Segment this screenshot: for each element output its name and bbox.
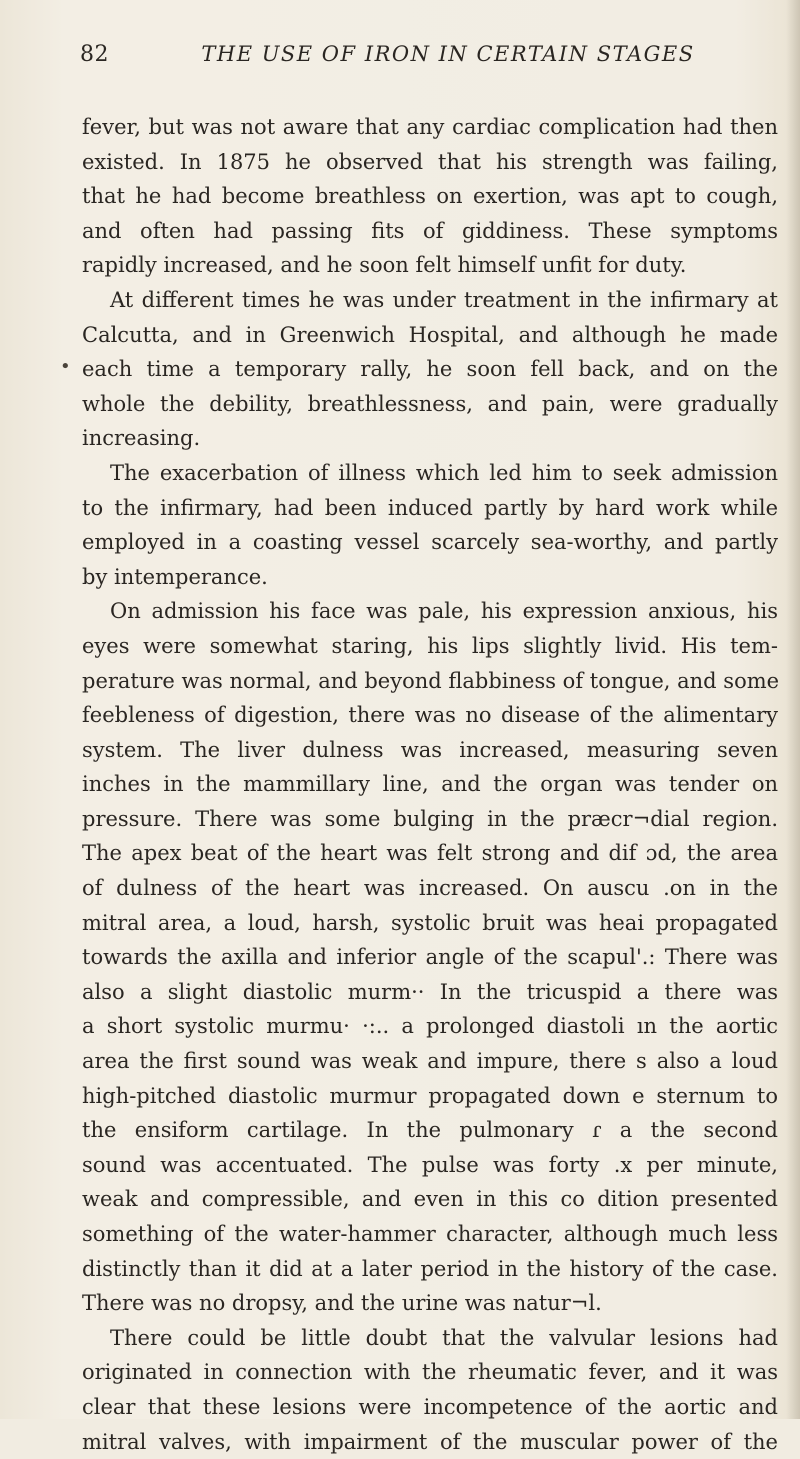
body-text — [82, 110, 778, 1459]
text-line: The exacerbation of illness which led him to seek admission — [110, 460, 778, 485]
running-title: THE USE OF IRON IN CERTAIN STAGES — [201, 42, 695, 66]
text-line: existed. In 1875 he observed that his strength was failing, — [82, 149, 778, 174]
text-line: a short systolic murmu· ·:.. a prolonged diastoli ın the aortic — [82, 1014, 778, 1039]
text-line: employed in a coasting vessel scarcely sea-worthy, and partly — [82, 530, 778, 555]
text-line: There was no dropsy, and the urine was natur¬l. — [82, 1291, 602, 1316]
text-line: mitral area, a loud, harsh, systolic bruit was heai propagated — [82, 910, 778, 935]
text-line: and often had passing fits of giddiness. These symptoms — [82, 218, 778, 243]
text-line: area the first sound was weak and impure, there s also a loud — [82, 1049, 778, 1074]
text-line: whole the debility, breathlessness, and pain, were gradually — [82, 391, 778, 416]
text-line: high-pitched diastolic murmur propagated down e sternum to — [82, 1083, 778, 1108]
text-line: rapidly increased, and he soon felt himself unfit for duty. — [82, 253, 687, 278]
text-line: increasing. — [82, 426, 201, 451]
text-line: also a slight diastolic murm·· In the tricuspid a there was — [82, 979, 778, 1004]
page-number: 82 — [80, 42, 109, 67]
text-line: something of the water-hammer character, although much less — [82, 1222, 778, 1246]
text-line: eyes were somewhat staring, his lips slightly livid. His tem- — [82, 633, 778, 658]
text-line: feebleness of digestion, there was no disease of the alimentary — [82, 703, 778, 728]
text-line: to the infirmary, had been induced partly by hard work while — [82, 495, 778, 520]
text-line: each time a temporary rally, he soon fell back, and on the — [82, 357, 778, 382]
text-line: The apex beat of the heart was felt strong and dif ɔd, the area — [82, 841, 778, 866]
text-line: weak and compressible, and even in this co dition presented — [82, 1187, 778, 1212]
text-line: Calcutta, and in Greenwich Hospital, and although he made — [82, 322, 778, 347]
page-edge-shadow — [786, 0, 800, 1419]
text-line: inches in the mammillary line, and the organ was tender on — [82, 772, 778, 797]
text-line: distinctly than it did at a later period in the history of the case. — [82, 1256, 778, 1281]
text-line: by intemperance. — [82, 564, 268, 589]
text-line: that he had become breathless on exertion, was apt to cough, — [82, 184, 778, 209]
text-line: of dulness of the heart was increased. On auscu .on in the — [82, 876, 778, 901]
text-line: originated in connection with the rheumatic fever, and it was — [82, 1360, 778, 1385]
margin-mark: • — [60, 356, 71, 377]
text-line: pressure. There was some bulging in the præcr¬dial region. — [82, 806, 778, 831]
page-header — [80, 42, 776, 72]
text-line: mitral valves, with impairment of the muscular power of the — [82, 1429, 778, 1454]
text-line: clear that these lesions were incompetence of the aortic and — [82, 1394, 778, 1419]
text-line: There could be little doubt that the valvular lesions had — [110, 1325, 778, 1350]
text-line: towards the axilla and inferior angle of the scapul'.: There was — [82, 945, 778, 970]
text-line: On admission his face was pale, his expression anxious, his — [110, 599, 778, 624]
text-line: At different times he was under treatment in the infirmary at — [110, 287, 778, 312]
text-line: the ensiform cartilage. In the pulmonary ɾ a the second — [82, 1118, 778, 1143]
text-line: system. The liver dulness was increased, measuring seven — [82, 737, 778, 762]
text-line: fever, but was not aware that any cardiac complication had then — [82, 115, 778, 139]
text-line: perature was normal, and beyond flabbiness of tongue, and some — [82, 668, 780, 693]
text-line: sound was accentuated. The pulse was forty .x per minute, — [82, 1152, 778, 1177]
